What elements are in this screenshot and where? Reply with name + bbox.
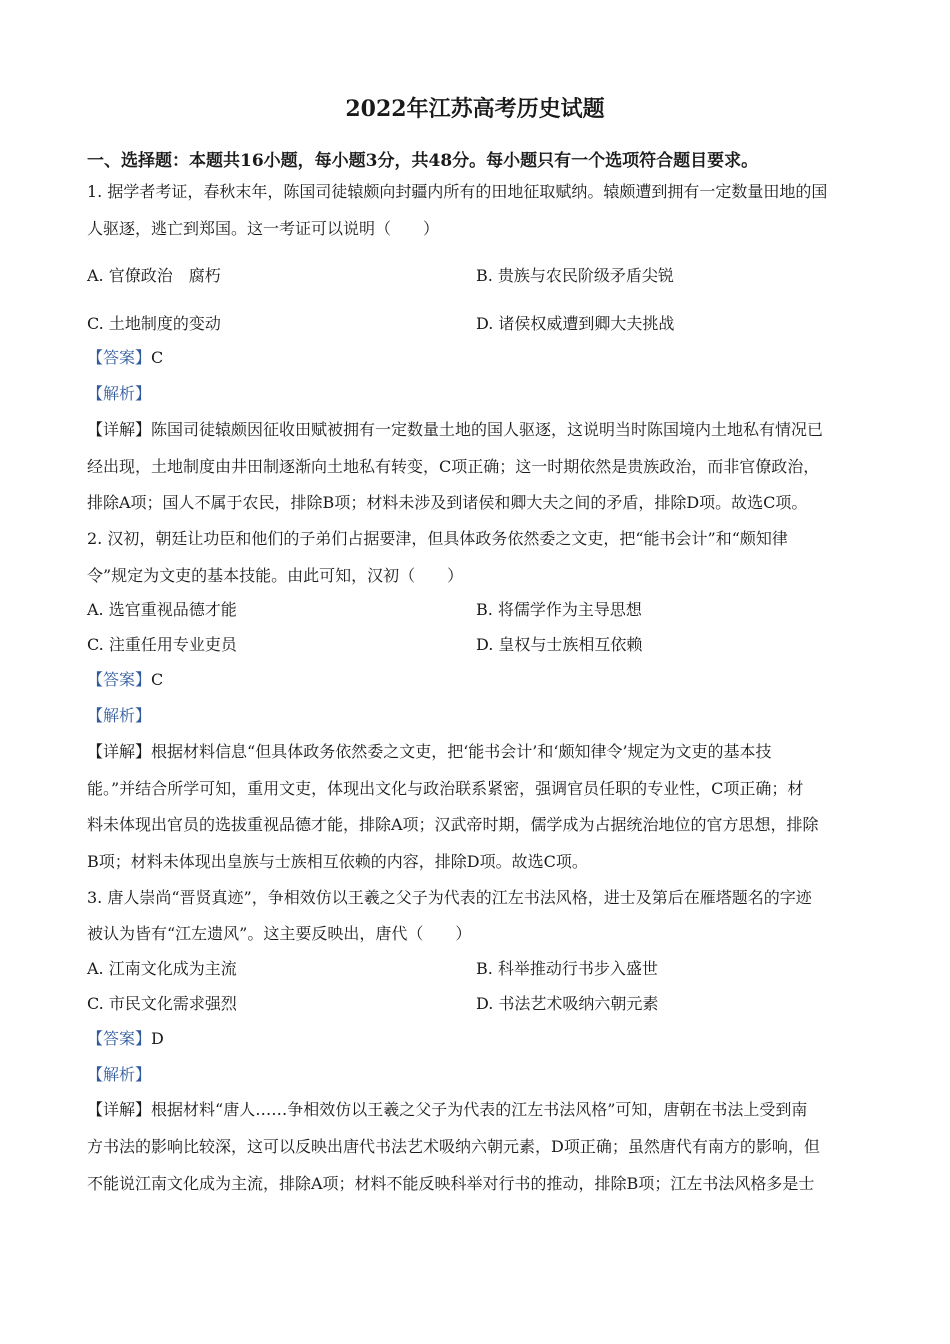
q3-detail-line-1: 【详解】根据材料“唐人……争相效仿以王羲之父子为代表的江左书法风格”可知，唐朝在书法上受到南 <box>87 1100 808 1119</box>
q2-stem-line-1: 2. 汉初，朝廷让功臣和他们的子弟们占据要津，但具体政务依然委之文吏，把“能书会计”和“颇知律 <box>87 529 788 548</box>
q1-option-c: C. 土地制度的变动 <box>87 314 221 333</box>
detail-tag: 【详解】 <box>87 1100 152 1119</box>
q3-option-a: A. 江南文化成为主流 <box>87 959 237 978</box>
q1-option-b: B. 贵族与农民阶级矛盾尖锐 <box>476 266 674 285</box>
q3-detail-line-2: 方书法的影响比较深，这可以反映出唐代书法艺术吸纳六朝元素，D项正确；虽然唐代有南方的影响，但 <box>87 1137 820 1156</box>
q2-detail-line-1: 【详解】根据材料信息“但具体政务依然委之文吏，把‘能书会计’和‘颇知律令’规定为文吏的基本技 <box>87 742 772 761</box>
q3-detail-line-3: 不能说江南文化成为主流，排除A项；材料不能反映科举对行书的推动，排除B项；江左书法风格多是士 <box>87 1174 815 1193</box>
q1-detail-line-2: 经出现，土地制度由井田制逐渐向土地私有转变，C项正确；这一时期依然是贵族政治，而非官僚政治， <box>87 457 820 476</box>
q1-detail-line-3: 排除A项；国人不属于农民，排除B项；材料未涉及到诸侯和卿大夫之间的矛盾，排除D项。故选C项。 <box>87 493 808 512</box>
q3-option-c: C. 市民文化需求强烈 <box>87 994 237 1013</box>
answer-tag: 【答案】 <box>87 670 152 689</box>
q2-stem-line-2: 令”规定为文吏的基本技能。由此可知，汉初（ ） <box>87 566 464 585</box>
q2-detail-line-4: B项；材料未体现出皇族与士族相互依赖的内容，排除D项。故选C项。 <box>87 852 588 871</box>
q3-answer-value: D <box>151 1029 164 1048</box>
q2-answer <box>87 670 163 690</box>
q2-option-c: C. 注重任用专业吏员 <box>87 635 237 654</box>
q1-stem-line-2: 人驱逐，逃亡到郑国。这一考证可以说明（ ） <box>87 219 440 238</box>
q1-option-d: D. 诸侯权威遭到卿大夫挑战 <box>476 314 675 333</box>
q3-option-d: D. 书法艺术吸纳六朝元素 <box>476 994 659 1013</box>
q1-detail-line-1: 【详解】陈国司徒辕颇因征收田赋被拥有一定数量土地的国人驱逐，这说明当时陈国境内土地私有情况已 <box>87 420 824 439</box>
q1-answer <box>87 348 163 368</box>
q2-analysis-tag: 【解析】 <box>87 706 152 725</box>
q3-analysis-tag: 【解析】 <box>87 1065 152 1084</box>
answer-tag: 【答案】 <box>87 1029 152 1048</box>
q3-answer <box>87 1029 164 1049</box>
detail-tag: 【详解】 <box>87 742 152 761</box>
q2-answer-value: C <box>151 670 164 689</box>
q1-answer-value: C <box>151 348 164 367</box>
section-header: 一、选择题：本题共16小题，每小题3分，共48分。每小题只有一个选项符合题目要求。 <box>87 151 759 171</box>
q2-detail-line-2: 能。”并结合所学可知，重用文吏，体现出文化与政治联系紧密，强调官员任职的专业性，C项正确；材 <box>87 779 804 798</box>
answer-tag: 【答案】 <box>87 348 152 367</box>
q3-option-b: B. 科举推动行书步入盛世 <box>476 959 658 978</box>
q2-detail-line-3: 料未体现出官员的选拔重视品德才能，排除A项；汉武帝时期，儒学成为占据统治地位的官方思想，排除 <box>87 815 819 834</box>
q2-option-a: A. 选官重视品德才能 <box>87 600 237 619</box>
q1-stem-line-1: 1. 据学者考证，春秋末年，陈国司徒辕颇向封疆内所有的田地征取赋纳。辕颇遭到拥有一定数量田地的国 <box>87 182 828 201</box>
q1-analysis-tag: 【解析】 <box>87 384 152 403</box>
q3-stem-line-2: 被认为皆有“江左遗风”。这主要反映出，唐代（ ） <box>87 924 472 943</box>
q2-option-d: D. 皇权与士族相互依赖 <box>476 635 643 654</box>
page-title: 2022年江苏高考历史试题 <box>345 96 605 122</box>
detail-tag: 【详解】 <box>87 420 152 439</box>
q2-option-b: B. 将儒学作为主导思想 <box>476 600 642 619</box>
q3-stem-line-1: 3. 唐人崇尚“晋贤真迹”，争相效仿以王羲之父子为代表的江左书法风格，进士及第后在雁塔题名的字迹 <box>87 888 812 907</box>
q1-option-a: A. 官僚政治 腐朽 <box>87 266 221 285</box>
